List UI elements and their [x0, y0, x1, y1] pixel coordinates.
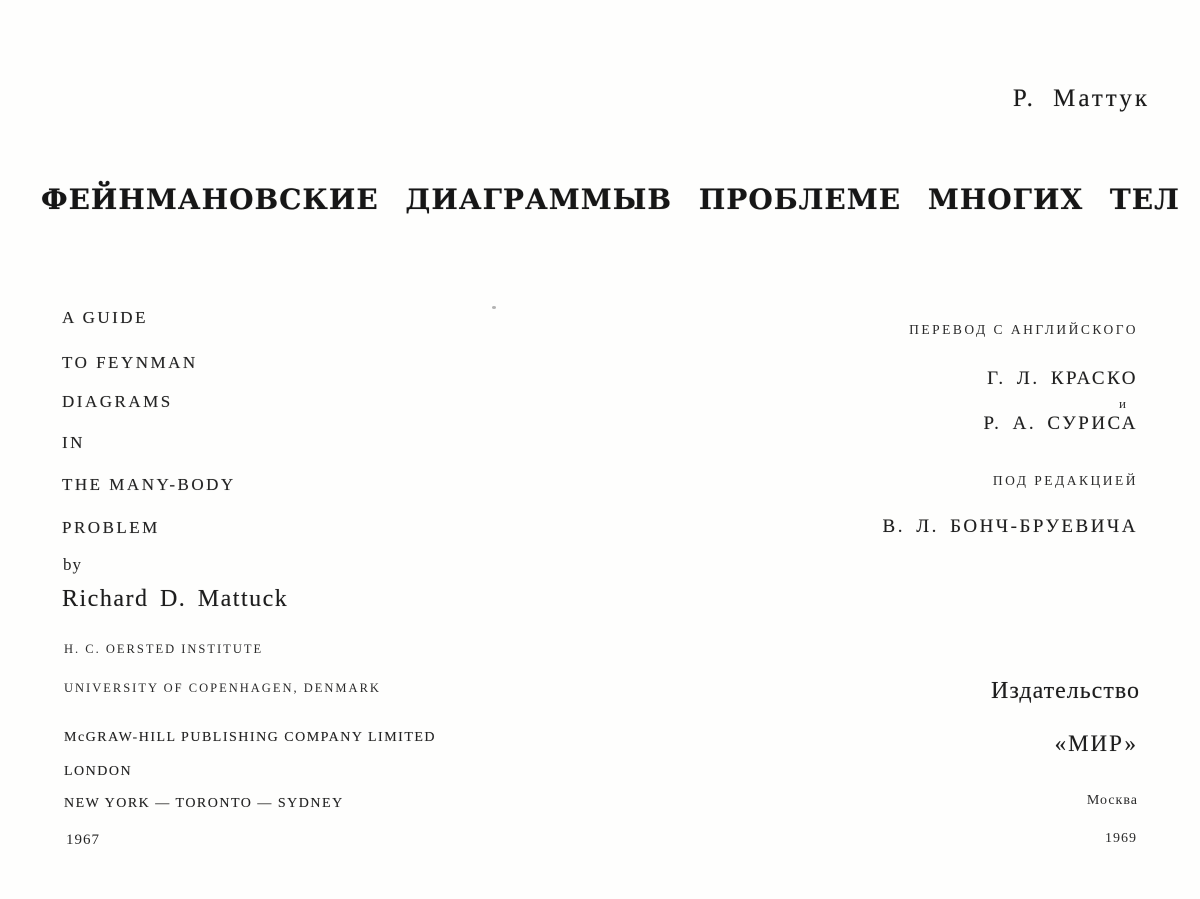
edited-by-label: ПОД РЕДАКЦИЕЙ — [992, 473, 1138, 488]
original-publisher-line: LONDON — [64, 764, 133, 779]
original-title-line: A GUIDE — [62, 308, 148, 327]
original-publisher-line: NEW YORK — TORONTO — SYDNEY — [64, 796, 344, 811]
original-author: Richard D. Mattuck — [62, 586, 289, 612]
affiliation-line: H. C. OERSTED INSTITUTE — [64, 642, 264, 656]
original-publisher-line: McGRAW-HILL PUBLISHING COMPANY LIMITED — [64, 730, 437, 745]
publication-city: Москва — [1086, 793, 1138, 808]
original-title-line: THE MANY-BODY — [62, 475, 236, 494]
original-title-line: PROBLEM — [62, 518, 160, 537]
russian-book-title — [41, 183, 1180, 216]
scan-speck-artifact — [492, 306, 496, 309]
publisher-label: Издательство — [991, 678, 1140, 704]
original-year: 1967 — [66, 832, 100, 848]
translated-from-label: ПЕРЕВОД С АНГЛИЙСКОГО — [909, 322, 1138, 337]
by-label: by — [63, 555, 82, 574]
original-title-line: DIAGRAMS — [62, 392, 173, 411]
editor-name: В. Л. БОНЧ-БРУЕВИЧА — [882, 516, 1138, 537]
and-label: и — [1119, 396, 1126, 411]
translator-2: Р. А. СУРИСА — [983, 413, 1138, 434]
russian-title-part2: В ПРОБЛЕМЕ МНОГИХ ТЕЛ — [647, 183, 1180, 216]
russian-title-part1: ФЕЙНМАНОВСКИЕ ДИАГРАММЫ — [41, 183, 648, 216]
original-title-line: IN — [62, 433, 85, 452]
translated-author: Р. Маттук — [1012, 85, 1150, 112]
russian-year: 1969 — [1105, 831, 1137, 846]
original-title-line: TO FEYNMAN — [62, 353, 198, 372]
translator-1: Г. Л. КРАСКО — [987, 368, 1138, 389]
affiliation-line: UNIVERSITY OF COPENHAGEN, DENMARK — [64, 681, 381, 695]
publisher-name: «МИР» — [1054, 731, 1138, 756]
